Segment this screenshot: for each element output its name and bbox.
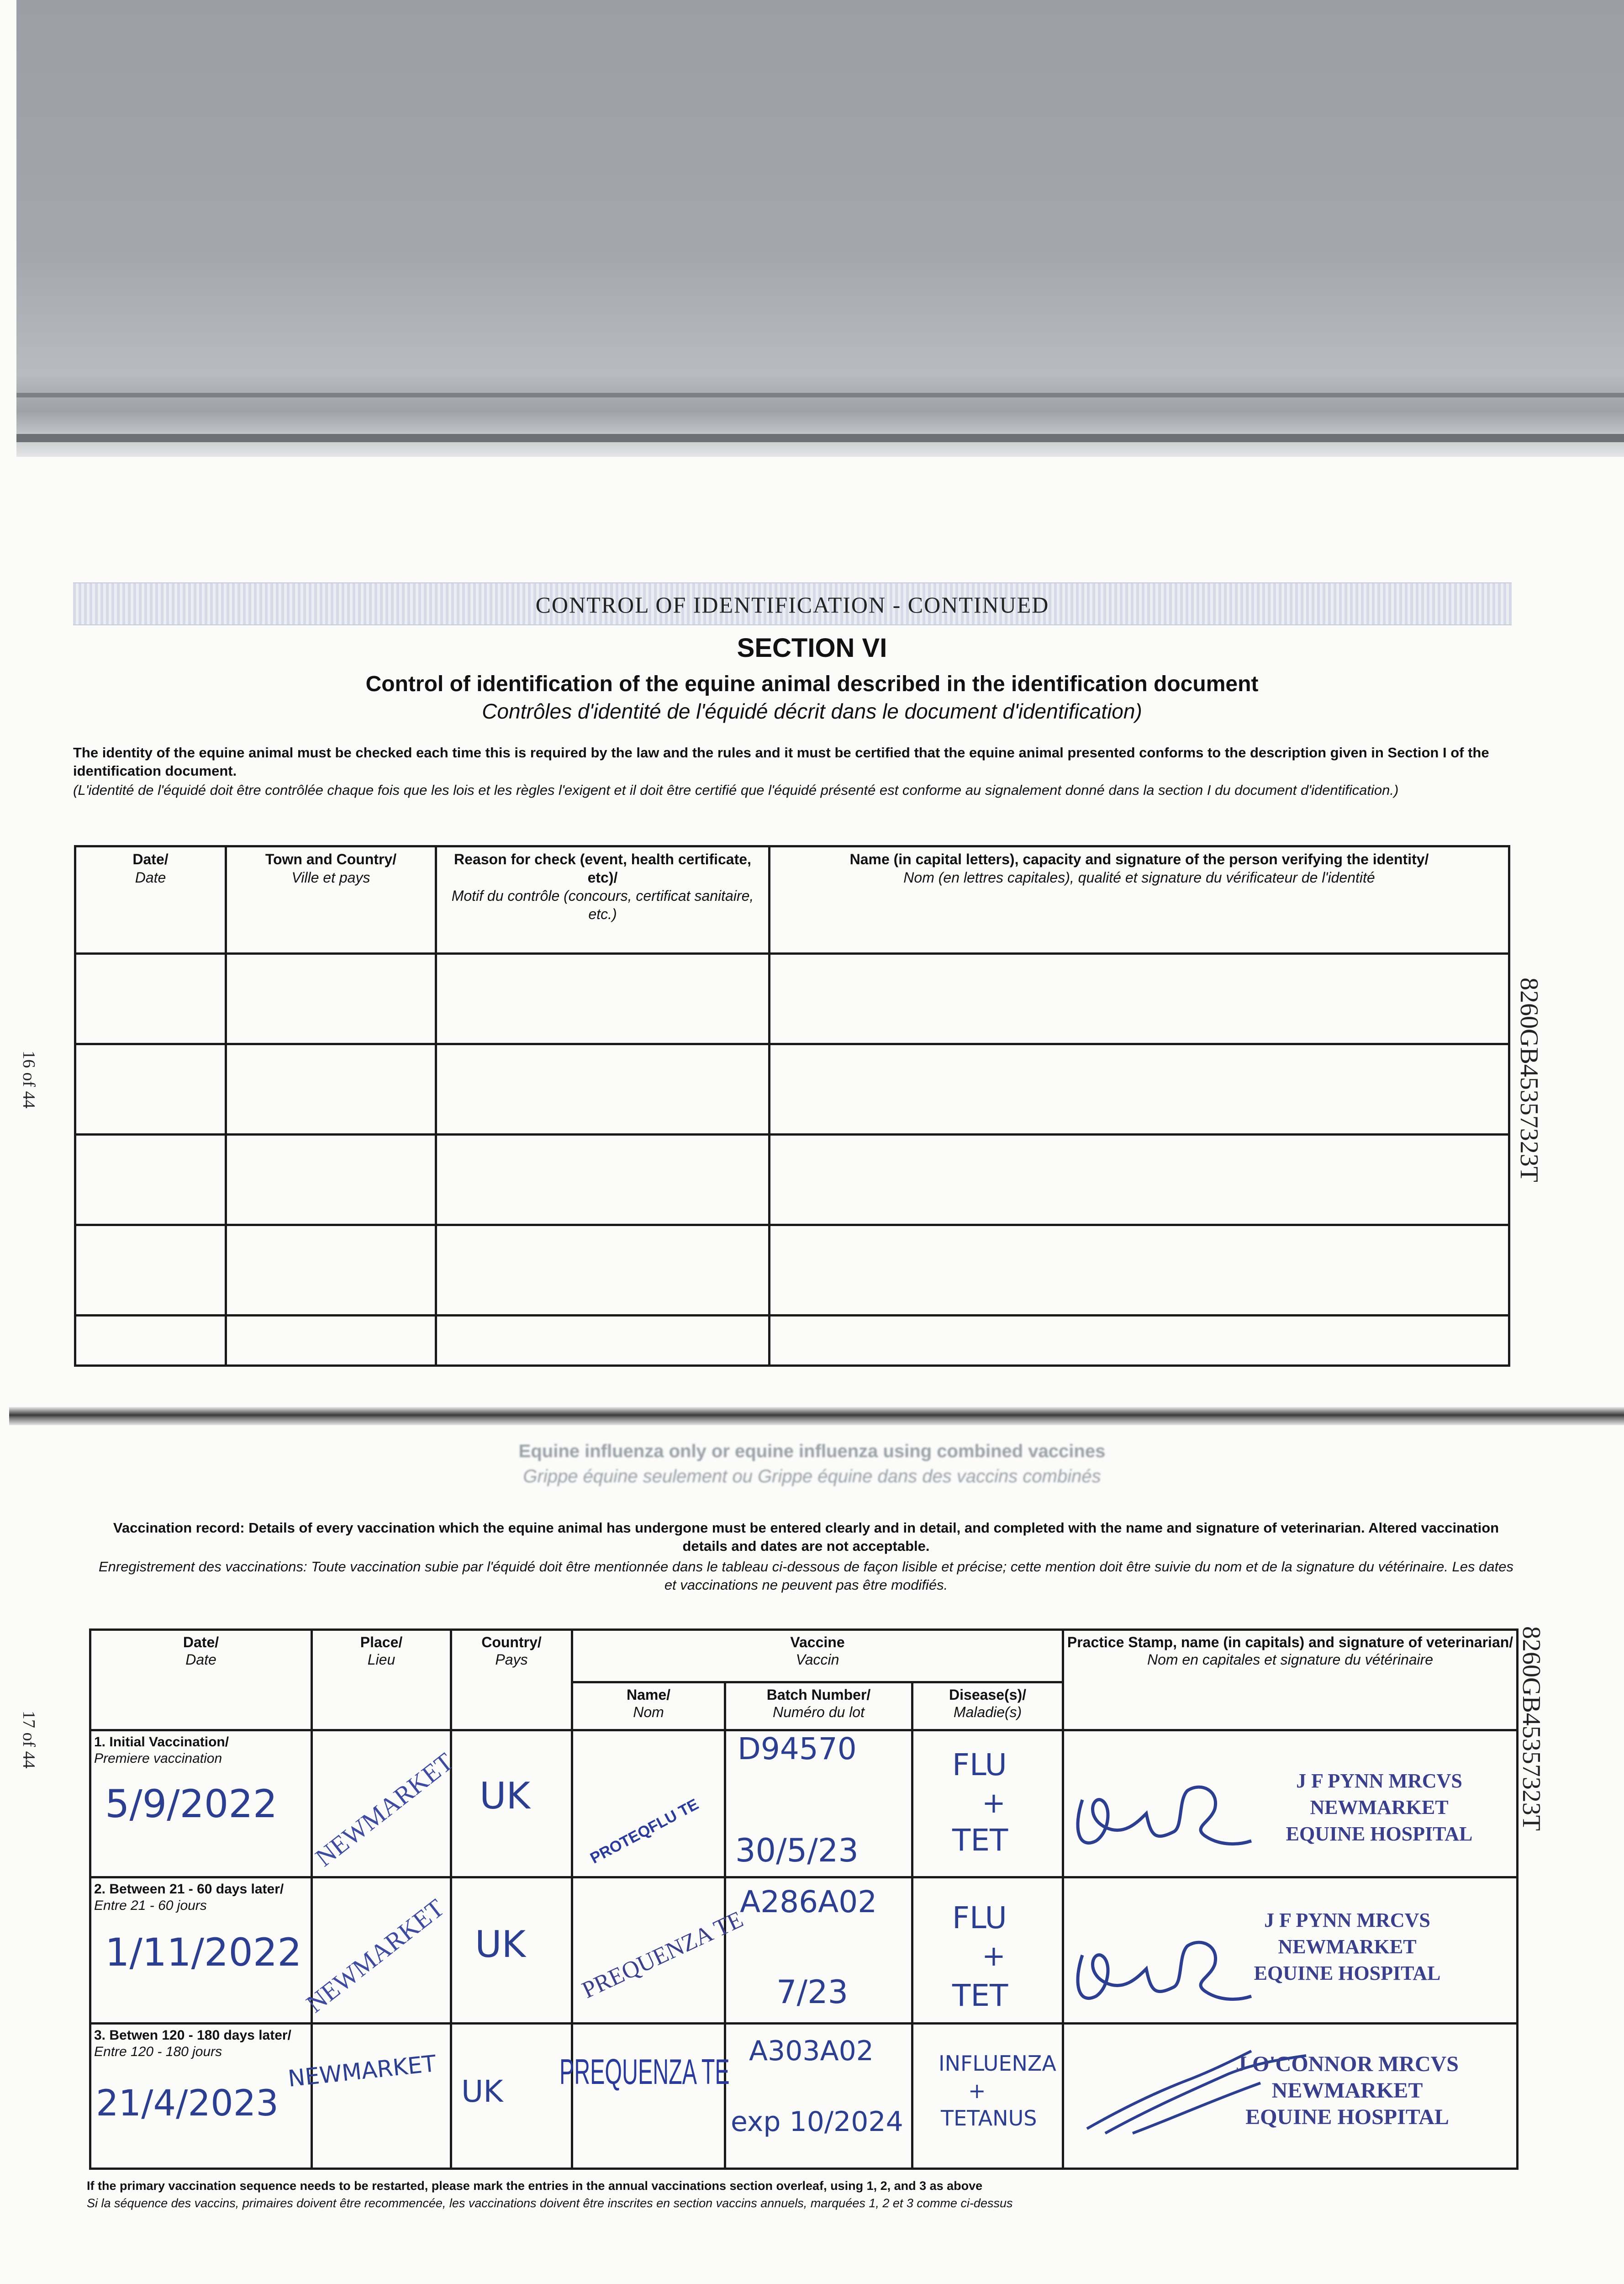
- vacc-col-stamp: Practice Stamp, name (in capitals) and signature of veterinarian/ Nom en capitales et signature du vétérinaire: [1063, 1630, 1518, 1730]
- vacc-2-place-stamp: NEWMARKET: [301, 1893, 450, 2019]
- vacc-2-batch: A286A02: [740, 1884, 877, 1919]
- col-date: Date/ Date: [75, 846, 226, 954]
- vacc-col-disease: Disease(s)/ Maladie(s): [912, 1682, 1063, 1730]
- scan-crease: [16, 434, 1624, 442]
- vacc-2-batch-exp: 7/23: [776, 1973, 849, 2011]
- vacc-1-disease-3: TET: [952, 1823, 1008, 1858]
- vacc-1-practice-stamp: J F PYNN MRCVS NEWMARKET EQUINE HOSPITAL: [1286, 1770, 1473, 1845]
- vaccination-record-en: Vaccination record: Details of every vaccination which the equine animal has undergone must be entered clearly and in detail, and completed with the name and signature of veterinarian. Altered vaccination details and dates are not acceptable.: [113, 1520, 1499, 1554]
- table-row: [75, 1044, 1509, 1135]
- section-subtitle-en: Control of identification of the equine animal described in the identification document: [365, 672, 1259, 696]
- vacc-2-disease-1: FLU: [952, 1900, 1007, 1935]
- vacc-3-disease-2: +: [968, 2078, 986, 2103]
- vacc-1-country: UK: [480, 1775, 531, 1817]
- vacc-2-vaccine-stamp: PREQUENZA TE: [578, 1906, 747, 2004]
- vacc-1-signature: [1069, 1772, 1265, 1864]
- section-title: SECTION VI: [737, 633, 887, 663]
- vacc-3-practice-stamp: J O'CONNOR MRCVS NEWMARKET EQUINE HOSPITAL: [1236, 2052, 1459, 2129]
- scan-crease: [16, 393, 1624, 397]
- vacc-1-batch-exp: 30/5/23: [735, 1832, 859, 1869]
- identity-check-table: [74, 845, 1510, 1367]
- table-header-row: [75, 846, 1509, 954]
- passport-id-lower: 8260GB45357323T: [1517, 1626, 1545, 1831]
- vacc-col-name: Name/ Nom: [572, 1682, 725, 1730]
- vacc-row-2: 2. Between 21 - 60 days later/ Entre 21 - 60 jours: [90, 1877, 1518, 2024]
- vacc-1-batch: D94570: [738, 1731, 857, 1766]
- footer-en: If the primary vaccination sequence needs to be restarted, please mark the entries in the annual vaccinations section overleaf, using 1, 2, and 3 as above: [87, 2179, 983, 2193]
- col-town-country: Town and Country/ Ville et pays: [226, 846, 436, 954]
- vacc-1-disease-1: FLU: [952, 1747, 1007, 1782]
- vacc-2-date: 1/11/2022: [105, 1930, 302, 1975]
- vacc-1-place-stamp: NEWMARKET: [310, 1747, 459, 1872]
- col-verifier: Name (in capital letters), capacity and signature of the person verifying the identity/ Nom (en lettres capitales), qualité et signature du vérificateur de l'identité: [770, 846, 1509, 954]
- table-row: [75, 954, 1509, 1044]
- table-row: [75, 1316, 1509, 1366]
- scan-shadow-area: [16, 0, 1624, 457]
- vacc-col-country: Country/ Pays: [451, 1630, 572, 1730]
- vacc-col-date: Date/ Date: [90, 1630, 312, 1730]
- vacc-3-vaccine-stamp: PREQUENZA TE: [559, 2051, 730, 2092]
- vacc-3-disease-1: INFLUENZA: [939, 2051, 1056, 2076]
- vacc-3-date: 21/4/2023: [96, 2083, 279, 2124]
- passport-id-upper: 8260GB45357323T: [1515, 978, 1543, 1182]
- vacc-3-country: UK: [461, 2074, 503, 2109]
- banner-title: CONTROL OF IDENTIFICATION - CONTINUED: [535, 592, 1049, 618]
- vacc-row-3: 3. Betwen 120 - 180 days later/ Entre 120 - 180 jours: [90, 2024, 1518, 2169]
- vacc-2-country: UK: [475, 1923, 526, 1966]
- vacc-col-batch: Batch Number/ Numéro du lot: [725, 1682, 912, 1730]
- vaccination-record-fr: Enregistrement des vaccinations: Toute vaccination subie par l'équidé doit être mentionnée dans le tableau ci-dessous de façon lisible et précise; cette mention doit être suivie du nom et de la signature du vétérinaire. Les dates et vaccinations ne peuvent pas être modifiés.: [98, 1559, 1513, 1593]
- vaccination-title-en: Equine influenza only or equine influenza using combined vaccines: [518, 1441, 1106, 1461]
- vaccination-title-fr: Grippe équine seulement ou Grippe équine dans des vaccins combinés: [523, 1466, 1101, 1486]
- table-row: [75, 1135, 1509, 1225]
- vacc-3-batch-exp: exp 10/2024: [731, 2106, 903, 2138]
- footer-fr: Si la séquence des vaccins, primaires doivent être recommencée, les vaccinations doivent être inscrites en section vaccins annuels, marquées 1, 2 et 3 comme ci-dessus: [87, 2196, 1013, 2210]
- vacc-1-disease-2: +: [982, 1786, 1006, 1819]
- vacc-1-date: 5/9/2022: [105, 1782, 278, 1826]
- vacc-row-1: 1. Initial Vaccination/ Premiere vaccination: [90, 1730, 1518, 1877]
- vacc-col-vaccine: Vaccine Vaccin: [572, 1630, 1063, 1682]
- section-subtitle-fr: Contrôles d'identité de l'équidé décrit dans le document d'identification): [482, 699, 1142, 723]
- vacc-2-disease-2: +: [982, 1939, 1006, 1972]
- page-number-upper: 16 of 44: [19, 1051, 38, 1109]
- page-number-lower: 17 of 44: [19, 1711, 38, 1769]
- vacc-3-batch: A303A02: [749, 2035, 874, 2067]
- vacc-3-disease-3: TETANUS: [941, 2106, 1037, 2131]
- section-banner: [73, 582, 1512, 625]
- vacc-3-place: NEWMARKET: [286, 2050, 438, 2092]
- vacc-2-disease-3: TET: [952, 1978, 1008, 2013]
- table-row: [75, 1225, 1509, 1316]
- col-reason: Reason for check (event, health certificate, etc)/ Motif du contrôle (concours, certificat sanitaire, etc.): [436, 846, 770, 954]
- vacc-1-vaccine-sticker: PROTEQFLU TE: [587, 1795, 701, 1867]
- intro-fr: (L'identité de l'équidé doit être contrôlée chaque fois que les lois et les règles l'exigent et il doit être certifié que l'équidé présenté est conforme au signalement donné dans la section I du document d'identification.): [73, 782, 1399, 798]
- page-separator: [9, 1407, 1624, 1425]
- vacc-col-place: Place/ Lieu: [312, 1630, 451, 1730]
- intro-en: The identity of the equine animal must be checked each time this is required by the law and the rules and it must be certified that the equine animal presented conforms to the description given in Section I of the identification document.: [73, 745, 1489, 779]
- vacc-2-practice-stamp: J F PYNN MRCVS NEWMARKET EQUINE HOSPITAL: [1254, 1909, 1441, 1984]
